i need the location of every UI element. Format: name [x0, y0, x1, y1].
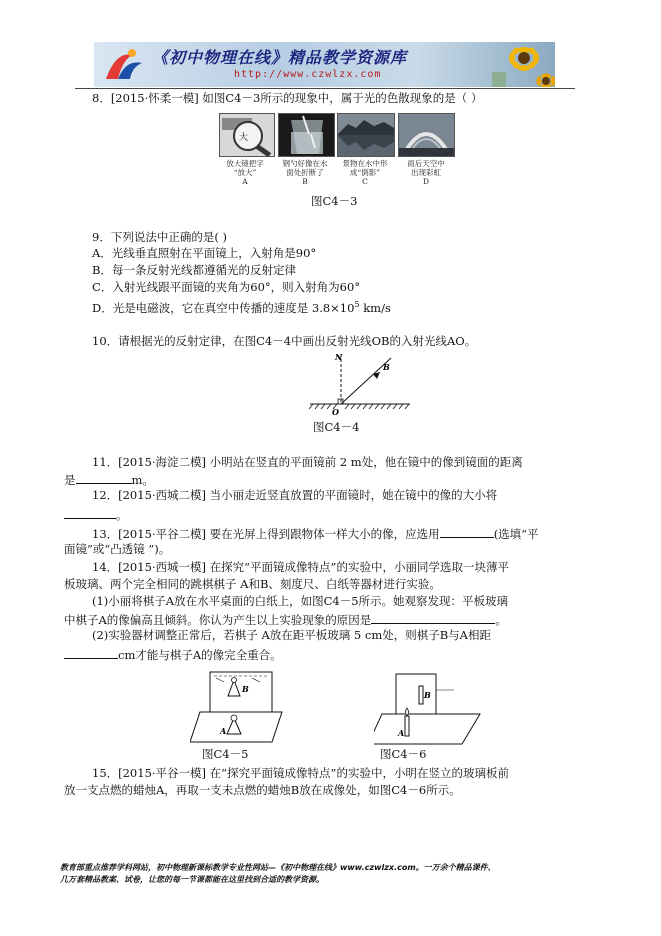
footer-line2: 几万套精品教案、试卷，让您的每一节课都能在这里找到合适的教学资源。: [60, 875, 324, 884]
q14-line4-pre: 中棋子A的像偏高且倾斜。你认为产生以上实验现象的原因是: [64, 613, 372, 627]
footer: [60, 862, 620, 886]
flame-icon: [406, 708, 409, 716]
header-banner: [94, 42, 555, 87]
q14-answer-blank-2[interactable]: [64, 645, 118, 659]
q14-line1: 14．[2015·西城一模] 在探究“平面镜成像特点”的实验中，小丽同学选取一块薄平: [92, 560, 509, 574]
figure-caption-c4-3: 图C4－3: [311, 194, 358, 208]
q8-letter-a: A: [242, 177, 248, 186]
logo-icon: [102, 45, 146, 85]
q9-option-d-text: D．光是电磁波，它在真空中传播的速度是 3.8: [92, 300, 331, 315]
figure-c4-5-diagram: [190, 668, 290, 748]
label-n: N: [335, 352, 343, 362]
footer-line1: 教育部重点推荐学科网站，初中物理新课标教学专业性网站—《初中物理在线》www.czwlzx.com。一万余个精品课件、: [60, 863, 496, 872]
banner-url[interactable]: http://www.czwlzx.com: [234, 69, 382, 80]
q14-line5: (2)实验器材调整正常后，若棋子 A放在距平板玻璃 5 cm处，则棋子B与A相距: [92, 628, 491, 642]
q9-option-a: A．光线垂直照射在平面镜上，入射角是90°: [92, 246, 317, 260]
svg-text:大: 大: [239, 133, 249, 143]
q8-caption-b-1: 钢勺好像在水: [282, 159, 328, 168]
label-b: B: [383, 362, 390, 372]
q12-line2-post: 。: [116, 508, 128, 522]
q9-option-b: B．每一条反射光线都遵循光的反射定律: [92, 263, 296, 277]
glass-plate: [210, 672, 272, 712]
banner-title: 《初中物理在线》精品教学资源库: [152, 48, 408, 67]
q14-line6-post: cm才能与棋子A的像完全重合。: [118, 648, 282, 662]
q8-caption-d-1: 雨后天空中: [407, 159, 445, 168]
q11-line2-pre: 是: [64, 473, 76, 487]
q8-caption-b-2: 面处折断了: [286, 168, 324, 177]
q15-line1: 15．[2015·平谷一模] 在“探究平面镜成像特点”的实验中，小明在竖立的玻璃板前: [92, 766, 509, 780]
label-o: O: [332, 407, 339, 417]
q8-caption-c-1: 景物在水中形: [342, 159, 388, 168]
q11-answer-blank[interactable]: [76, 470, 132, 484]
figure-c4-6-diagram: [374, 670, 484, 748]
q8-letter-b: B: [302, 177, 308, 186]
q8-caption-c-2: 成“倒影”: [349, 168, 381, 177]
mirror-hatching: [309, 404, 409, 409]
q9-stem: 9．下列说法中正确的是( ): [92, 230, 227, 244]
q14-line2: 板玻璃、两个完全相同的跳棋棋子 A和B、刻度尺、白纸等器材进行实验。: [64, 577, 441, 591]
q8-option-b: [272, 159, 338, 186]
header-divider: [75, 88, 575, 89]
q11-line1: 11．[2015·海淀二模] 小明站在竖直的平面镜前 2 m处，他在镜中的像到镜面的距离: [92, 455, 523, 469]
q8-text: 8．[2015·怀柔一模] 如图C4－3所示的现象中，属于光的色散现象的是（ ）: [92, 91, 483, 105]
q8-letter-c: C: [362, 177, 368, 186]
label-a-fig6: A: [398, 728, 405, 738]
q8-caption-a-2: “放大”: [233, 168, 257, 177]
q8-option-a: [212, 159, 278, 186]
q9-option-d-unit: km/s: [359, 300, 391, 315]
q12-line1: 12．[2015·西城二模] 当小丽走近竖直放置的平面镜时，她在镜中的像的大小将: [92, 488, 498, 502]
label-b-fig5: B: [242, 684, 249, 694]
q15-line2: 放一支点燃的蜡烛A，再取一支未点燃的蜡烛B放在成像处，如图C4－6所示。: [64, 783, 461, 797]
q13-line1-post: (选填“平: [493, 527, 539, 541]
candle-a: [405, 716, 409, 736]
q14-line6: [64, 645, 282, 664]
figure-caption-c4-5: 图C4－5: [202, 747, 249, 761]
q9-option-d-exponent: 5: [354, 300, 360, 309]
q8-caption-d-2: 出现彩虹: [411, 168, 441, 177]
label-a-fig5: A: [220, 726, 227, 736]
q13-line2: 面镜”或“凸透镜 ”)。: [64, 542, 171, 556]
figure-caption-c4-6: 图C4－6: [380, 747, 427, 761]
q9-option-c: C．入射光线跟平面镜的夹角为60°，则入射角为60°: [92, 280, 361, 294]
photo-reflection: [337, 113, 395, 157]
q11-line2-post: m。: [131, 473, 154, 487]
table-surface: [374, 714, 480, 744]
q13-answer-blank[interactable]: [440, 524, 494, 538]
candle-b: [419, 686, 423, 704]
photo-rainbow: [398, 113, 455, 157]
sunflower-icon: [484, 42, 555, 87]
q14-line4-post: 。: [495, 613, 507, 627]
photo-magnifier: [219, 113, 275, 157]
q8-option-d: [393, 159, 459, 186]
q14-answer-blank-1[interactable]: [371, 610, 495, 624]
q12-answer-blank[interactable]: [64, 505, 116, 519]
q13-line1-pre: 13．[2015·平谷二模] 要在光屏上得到跟物体一样大小的像，应选用: [92, 527, 440, 541]
figure-caption-c4-4: 图C4－4: [313, 420, 360, 434]
q10-text: 10．请根据光的反射定律，在图C4－4中画出反射光线OB的入射光线AO。: [92, 334, 477, 348]
q9-option-d-times: ×10: [330, 300, 355, 315]
q8-letter-d: D: [422, 177, 429, 186]
figure-c4-4-diagram: [305, 352, 425, 418]
q8-option-c: [332, 159, 398, 186]
label-b-fig6: B: [424, 690, 431, 700]
q9-option-d: [92, 296, 391, 317]
q12-line2: [64, 505, 128, 524]
q14-line3: (1)小丽将棋子A放在水平桌面的白纸上，如图C4－5所示。她观察发现：平板玻璃: [92, 594, 509, 608]
photo-spoon: [278, 113, 335, 157]
q8-caption-a-1: 放大镜把字: [226, 159, 264, 168]
